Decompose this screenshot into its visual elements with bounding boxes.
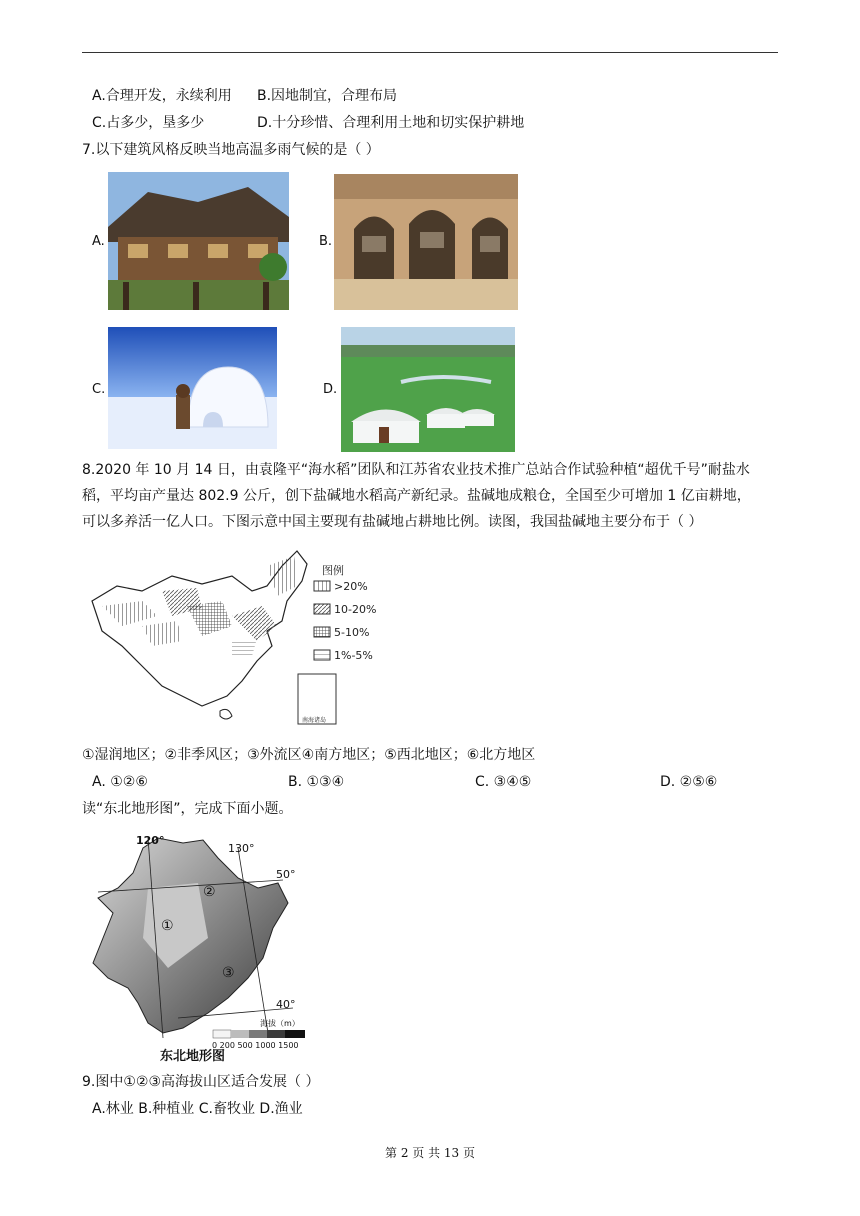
q7-label-b: B. [319,234,333,249]
marker-3: ③ [222,965,235,981]
lat-40-label: 40° [276,998,296,1011]
question-7-stem: 7.以下建筑风格反映当地高温多雨气候的是（ ） [82,142,380,158]
header-rule [82,52,778,53]
northeast-terrain-map [88,828,314,1064]
elevation-label: 海拔（m） [260,1019,300,1028]
q8-option-c: C. ③④⑤ [475,774,532,790]
option-c-prev: C.占多少，垦多少 [92,115,205,131]
photo-yurt [341,327,515,452]
q7-label-d: D. [323,382,338,397]
legend-item-4: 1%-5% [334,649,373,662]
legend-item-3: 5-10% [334,626,370,639]
q8-option-d: D. ②⑤⑥ [660,774,718,790]
photo-cave-dwelling [334,174,518,310]
china-saline-map [82,546,382,730]
lat-50-label: 50° [276,868,296,881]
option-d-prev: D.十分珍惜、合理利用土地和切实保护耕地 [257,115,525,131]
page-footer: 第 2 页 共 13 页 [385,1146,475,1160]
legend-item-2: 10-20% [334,603,377,616]
q8-option-a: A. ①②⑥ [92,774,148,790]
question-8-line1: 8.2020 年 10 月 14 日，由袁隆平“海水稻”团队和江苏省农业技术推广总站合作试验种植“超优千号”耐盐水 [82,462,750,478]
question-8-line3: 可以多养活一亿人口。下图示意中国主要现有盐碱地占耕地比例。读图，我国盐碱地主要分布于（ ） [82,514,703,530]
question-9-options: A.林业 B.种植业 C.畜牧业 D.渔业 [92,1101,303,1117]
map-title: 东北地形图 [160,1049,226,1064]
scale-values: 0 200 500 1000 1500 [212,1041,299,1050]
lon-130-label: 130° [228,842,255,855]
option-b-prev: B.因地制宜，合理布局 [257,88,398,104]
intro-text: 读“东北地形图”，完成下面小题。 [82,801,293,817]
marker-1: ① [161,918,174,934]
marker-2: ② [203,884,216,900]
question-8-line2: 稻，平均亩产量达 802.9 公斤，创下盐碱地水稻高产新纪录。盐碱地成粮仓，全国至少可增加 1 亿亩耕地， [82,488,751,504]
question-9-stem: 9.图中①②③高海拔山区适合发展（ ） [82,1074,320,1090]
legend-item-1: >20% [334,580,368,593]
q8-option-b: B. ①③④ [288,774,345,790]
option-a-prev: A.合理开发，永续利用 [92,88,232,104]
q7-label-c: C. [92,382,106,397]
q7-label-a: A. [92,234,105,249]
inset-label: 南海诸岛 [302,717,327,724]
photo-igloo [108,327,277,449]
lon-120-label: 120° [136,834,165,847]
legend-title: 图例 [322,564,344,577]
q8-choices: ①湿润地区；②非季风区；③外流区④南方地区；⑤西北地区；⑥北方地区 [82,747,536,763]
photo-stilt-house [108,172,289,310]
